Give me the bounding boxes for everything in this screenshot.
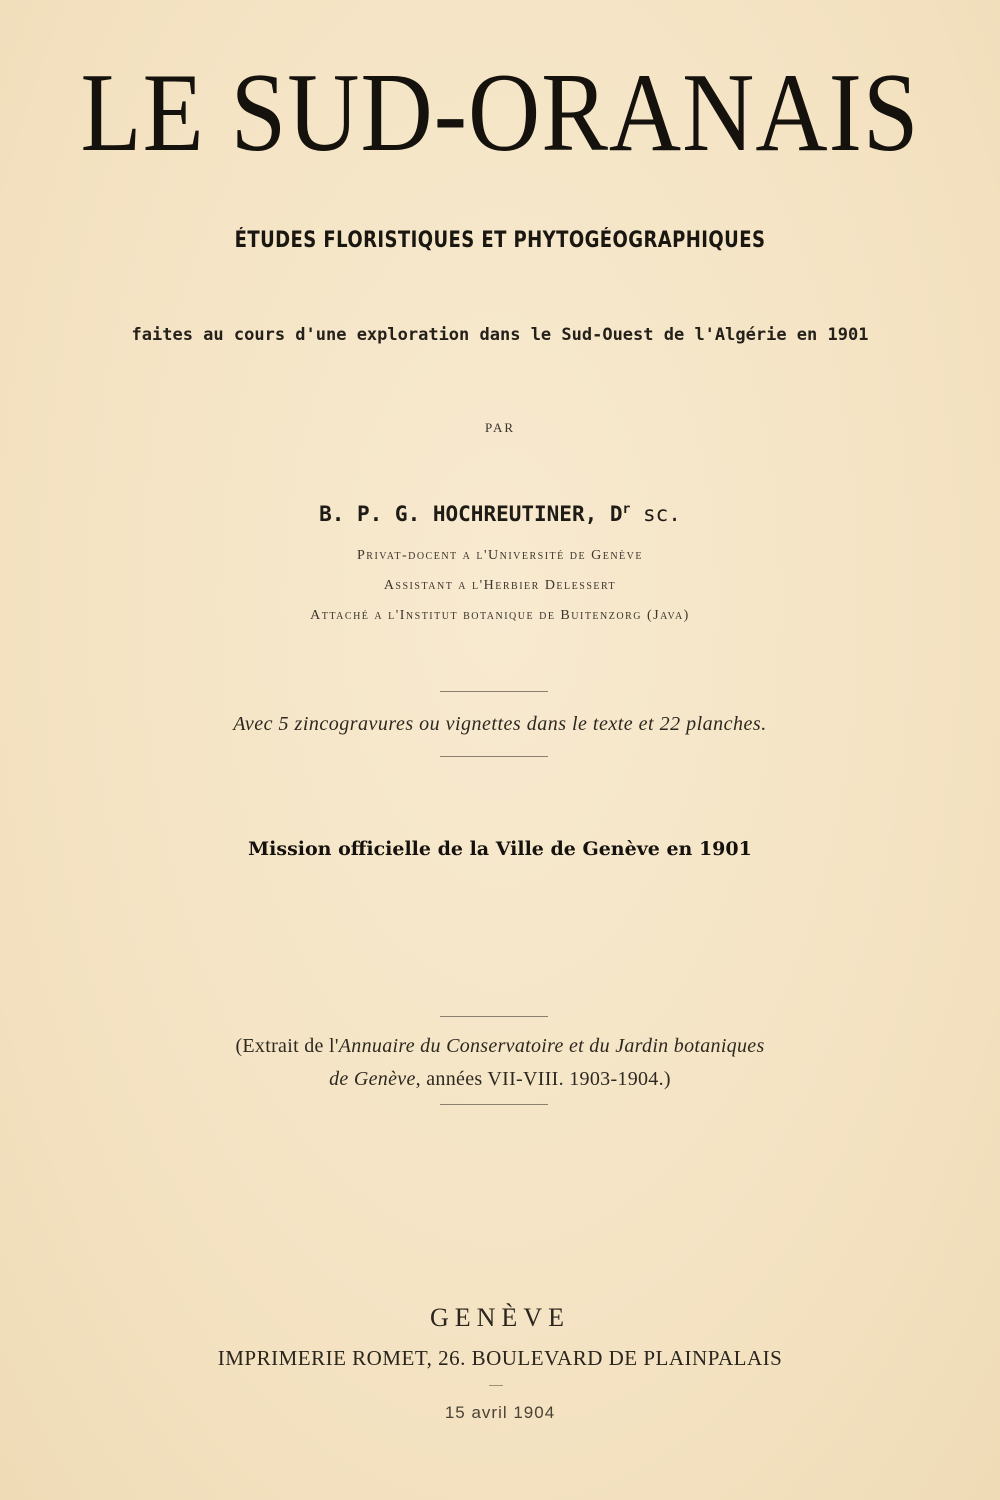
imprint-date: 15 avril 1904 <box>444 1403 556 1422</box>
divider <box>489 1385 503 1386</box>
extract-prefix: (Extrait de l' <box>235 1035 339 1057</box>
divider <box>440 691 548 692</box>
extract-journal-place: de Genève <box>329 1068 416 1090</box>
book-subtitle: ÉTUDES FLORISTIQUES ET PHYTOGÉOGRAPHIQUES <box>234 228 766 253</box>
divider <box>440 1016 548 1017</box>
imprint-printer: IMPRIMERIE ROMET, 26. BOULEVARD DE PLAINPALAIS <box>217 1346 783 1370</box>
divider <box>440 756 548 757</box>
extract-suffix: , années VII-VIII. 1903-1904.) <box>415 1068 671 1090</box>
author-degree-superscript: r <box>622 502 631 517</box>
mission-statement: Mission officielle de la Ville de Genève en 1901 <box>248 838 752 860</box>
extract-line-1 <box>0 1035 1000 1058</box>
imprint-city: GENÈVE <box>430 1303 570 1332</box>
author-credential: Attaché a l'Institut botanique de Buitenzorg (Java) <box>310 608 690 623</box>
author-credential: Assistant a l'Herbier Delessert <box>383 578 617 593</box>
author-line <box>0 502 1000 526</box>
book-title: LE SUD-ORANAIS <box>80 50 920 175</box>
illustrations-note: Avec 5 zincogravures ou vignettes dans le texte et 22 planches. <box>233 713 767 735</box>
author-name: B. P. G. HOCHREUTINER, D <box>319 502 623 526</box>
divider <box>440 1104 548 1105</box>
extract-journal-title: Annuaire du Conservatoire et du Jardin botaniques <box>338 1035 765 1057</box>
by-label: PAR <box>484 420 516 435</box>
author-credential: Privat-docent a l'Université de Genève <box>357 548 643 563</box>
author-degree-suffix: sc. <box>630 502 681 526</box>
extract-line-2 <box>0 1068 1000 1091</box>
book-tagline: faites au cours d'une exploration dans le Sud-Ouest de l'Algérie en 1901 <box>131 325 869 345</box>
